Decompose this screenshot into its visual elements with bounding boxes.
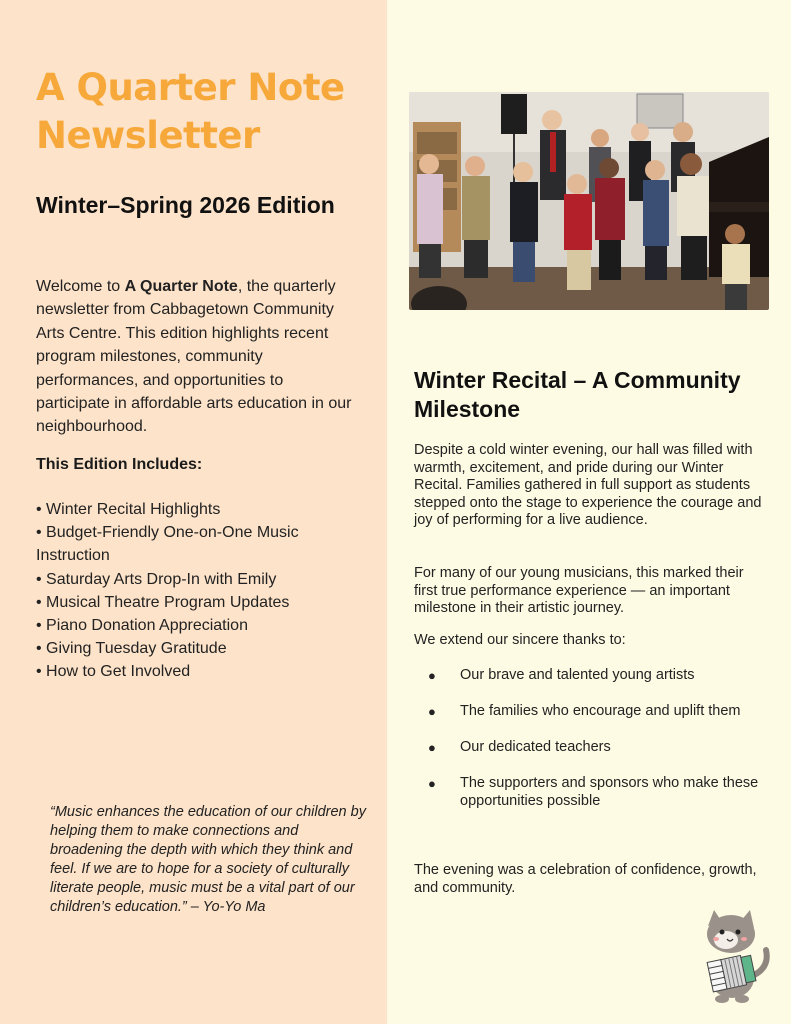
list-item bbox=[414, 703, 764, 721]
bullet-icon: ● bbox=[428, 740, 436, 756]
cat-accordion-icon bbox=[696, 906, 772, 1006]
thanks-list bbox=[414, 667, 764, 829]
article-title: Winter Recital – A Community Milestone bbox=[414, 367, 741, 422]
recital-group-photo bbox=[409, 92, 769, 310]
list-item-text: Our dedicated teachers bbox=[460, 739, 611, 756]
list-item: • Giving Tuesday Gratitude bbox=[36, 640, 227, 658]
recital-photo-illustration bbox=[409, 92, 769, 310]
list-item: • Saturday Arts Drop-In with Emily bbox=[36, 570, 277, 588]
list-item-text: The supporters and sponsors who make these opportunities possible bbox=[460, 775, 759, 809]
yo-yo-ma-quote: “Music enhances the education of our children by helping them to make connections and broadening the depth with which they think and feel. If we are to hope for a society of culturally literate people, music must be a vital part of our children’s education.” – Yo-Yo Ma bbox=[50, 804, 366, 915]
bullet-icon: ● bbox=[428, 776, 436, 792]
intro-newsletter-name: A Quarter Note bbox=[124, 278, 238, 295]
intro-prefix: Welcome to bbox=[36, 278, 125, 295]
list-item: • Musical Theatre Program Updates bbox=[36, 593, 290, 611]
includes-heading: This Edition Includes: bbox=[36, 456, 203, 473]
left-column bbox=[0, 0, 387, 1024]
list-item bbox=[414, 775, 764, 810]
bullet-icon: ● bbox=[428, 668, 436, 683]
includes-list bbox=[36, 498, 366, 684]
article-closing: The evening was a celebration of confidence, growth, and community. bbox=[414, 862, 757, 896]
list-item: • How to Get Involved bbox=[36, 663, 191, 681]
article-paragraph-2: For many of our young musicians, this marked their first true performance experience — an important milestone in their artistic journey. bbox=[414, 565, 744, 617]
list-item-text: Our brave and talented young artists bbox=[460, 667, 695, 683]
edition-heading: Winter–Spring 2026 Edition bbox=[36, 192, 335, 218]
article-paragraph-1: Despite a cold winter evening, our hall was filled with warmth, excitement, and pride during our Winter Recital. Families gathered in full support as students stepped onto the stage to experience the courage and joy of performing for a live audience. bbox=[414, 442, 762, 529]
newsletter-title: A Quarter Note Newsletter bbox=[36, 66, 345, 157]
intro-rest: , the quarterly newsletter from Cabbagetown Community Arts Centre. This edition highlights recent program milestones, community performances, and opportunities to participate in affordable arts education in our neighbourhood. bbox=[36, 278, 352, 436]
intro-paragraph bbox=[36, 275, 356, 439]
list-item: • Budget-Friendly One-on-One Music Instruction bbox=[36, 524, 299, 565]
list-item bbox=[414, 667, 764, 685]
list-item-text: The families who encourage and uplift them bbox=[460, 703, 741, 720]
list-item bbox=[414, 739, 764, 757]
bullet-icon: ● bbox=[428, 704, 436, 720]
article-paragraph-3: We extend our sincere thanks to: bbox=[414, 632, 626, 648]
list-item: • Winter Recital Highlights bbox=[36, 501, 221, 518]
list-item: • Piano Donation Appreciation bbox=[36, 617, 248, 635]
